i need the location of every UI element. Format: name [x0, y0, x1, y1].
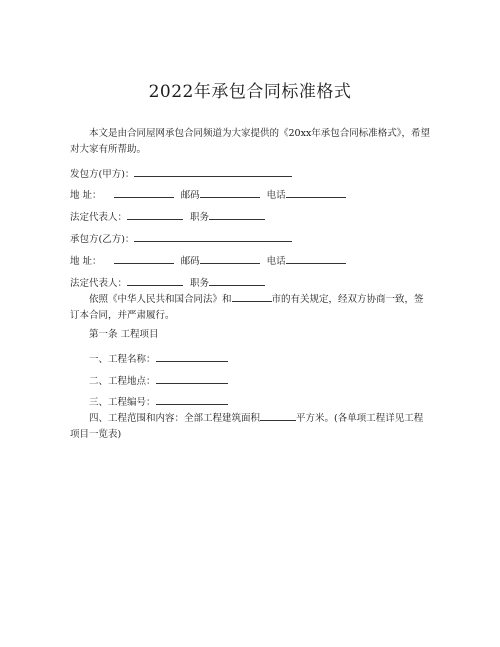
party-b-rep-blank[interactable] [127, 275, 183, 286]
project-scope-prefix: 四、工程范围和内容：全部工程建筑面积 [89, 413, 261, 424]
basis-prefix: 依照《中华人民共和国合同法》和 [89, 294, 232, 305]
party-a-zip-blank[interactable] [200, 187, 260, 198]
party-a-label: 发包方(甲方)： [70, 169, 135, 180]
party-a-phone-label: 电话 [266, 190, 286, 201]
party-a-blank[interactable] [134, 166, 292, 177]
project-name-row [89, 351, 228, 366]
project-location-row [89, 373, 228, 388]
party-a-phone-blank[interactable] [286, 187, 346, 198]
basis-city-blank[interactable] [232, 291, 272, 302]
project-number-label: 三、工程编号： [89, 397, 156, 408]
party-a-title-blank[interactable] [209, 209, 265, 220]
party-b-blank[interactable] [134, 231, 292, 242]
party-b-rep-row [70, 275, 265, 290]
intro-paragraph: 本文是由合同屋网承包合同频道为大家提供的《20xx年承包合同标准格式》，希望对大家有所帮助。 [70, 128, 431, 155]
project-scope-paragraph [70, 410, 432, 443]
project-name-label: 一、工程名称： [89, 354, 156, 365]
article1-heading: 第一条 工程项目 [89, 329, 159, 340]
party-b-address-label: 地 址： [70, 256, 102, 267]
project-number-blank[interactable] [156, 394, 228, 405]
party-a-rep-label: 法定代表人： [70, 212, 128, 223]
project-name-blank[interactable] [156, 351, 228, 362]
party-b-zip-blank[interactable] [200, 253, 260, 264]
party-b-label: 承包方(乙方)： [70, 234, 135, 245]
project-location-blank[interactable] [156, 373, 228, 384]
document-title: 2022年承包合同标准格式 [148, 82, 352, 102]
basis-paragraph [70, 291, 432, 324]
project-location-label: 二、工程地点： [89, 376, 156, 387]
party-b-phone-blank[interactable] [286, 253, 346, 264]
party-b-phone-label: 电话 [266, 256, 286, 267]
party-a-title-label: 职务 [190, 212, 210, 223]
project-area-blank[interactable] [260, 410, 296, 421]
party-a-address-blank[interactable] [114, 187, 174, 198]
party-a-rep-row [70, 209, 265, 224]
party-a-rep-blank[interactable] [127, 209, 183, 220]
party-a-zip-label: 邮码 [180, 190, 200, 201]
party-b-title-label: 职务 [190, 278, 210, 289]
party-b-rep-label: 法定代表人： [70, 278, 128, 289]
party-a-address-row [70, 187, 346, 202]
party-b-zip-label: 邮码 [180, 256, 200, 267]
basis-suffix: 市的有关规定，经双方协商一致，签订本合同，并严肃履行。 [70, 294, 424, 321]
party-b-address-row [70, 253, 346, 268]
party-a-row [70, 166, 292, 181]
party-b-title-blank[interactable] [209, 275, 265, 286]
party-b-address-blank[interactable] [114, 253, 174, 264]
party-a-address-label: 地 址： [70, 190, 102, 201]
project-scope-suffix: 平方米。(各单项工程详见工程项目一览表) [70, 413, 424, 440]
party-b-row [70, 231, 292, 246]
project-number-row [89, 394, 228, 409]
